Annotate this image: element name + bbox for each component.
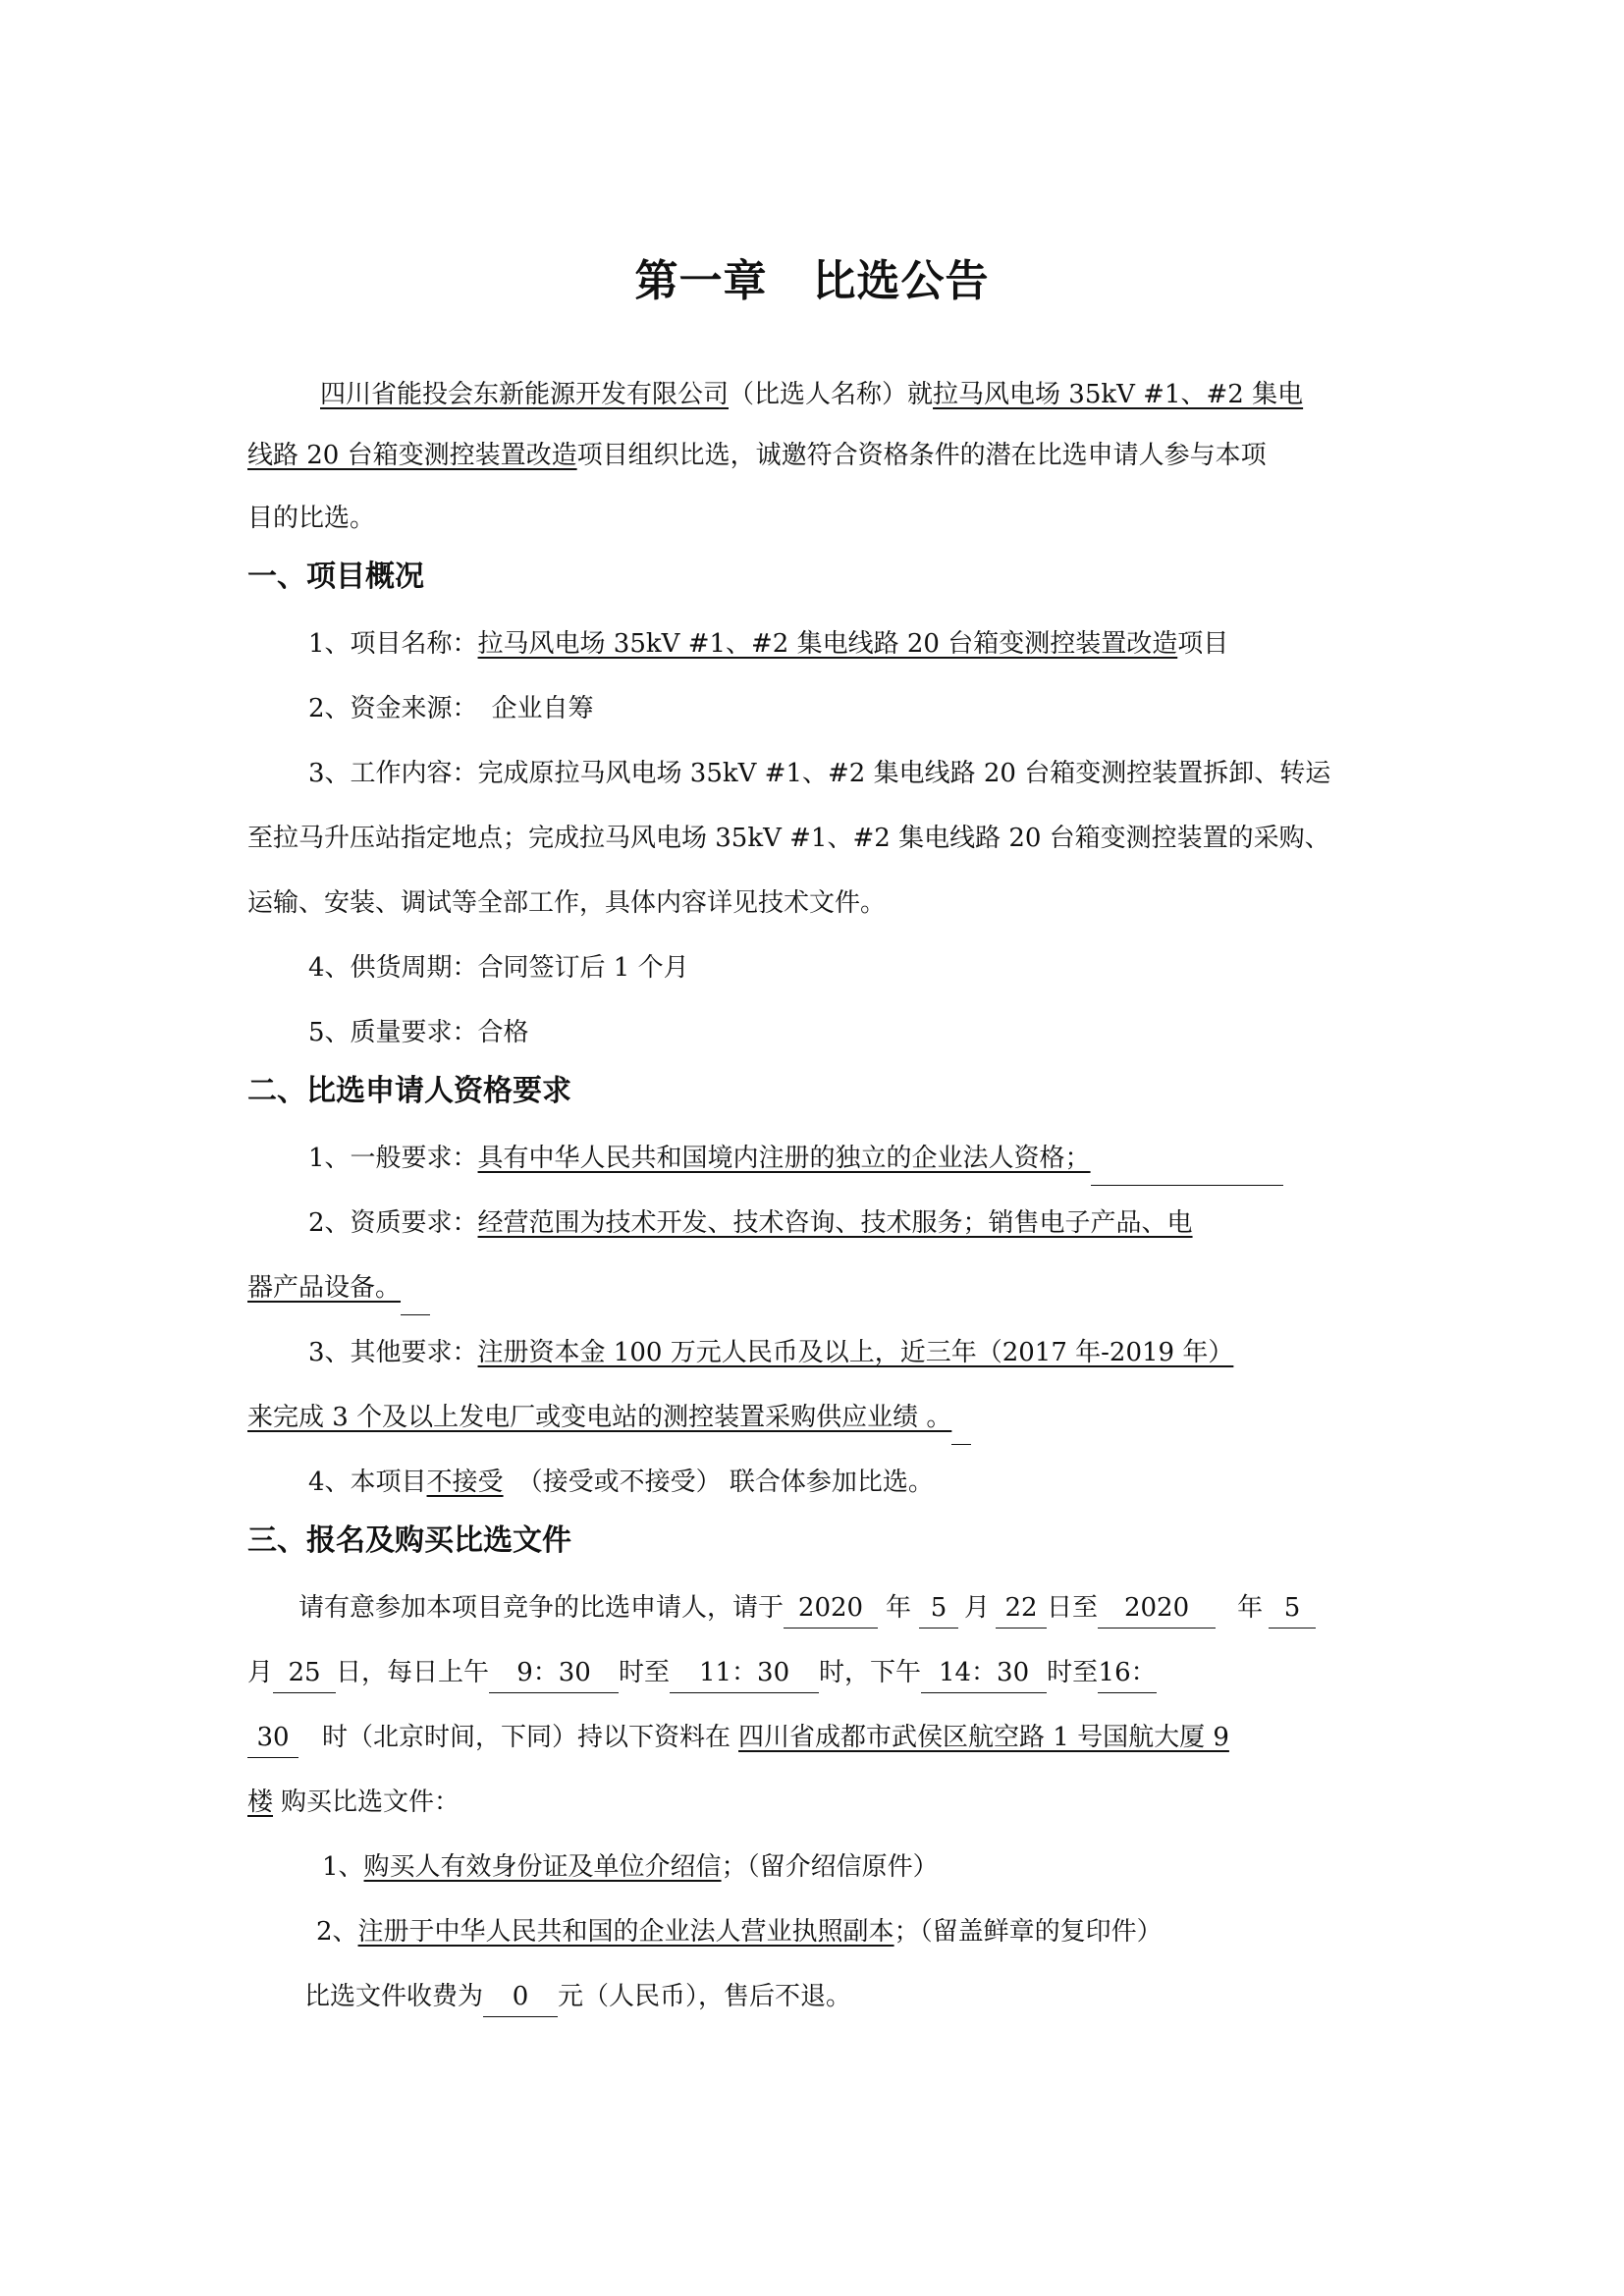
afternoon-end-time-part-1: 16： — [1098, 1653, 1157, 1693]
document-business-license: 注册于中华人民共和国的企业法人营业执照副本 — [357, 1917, 894, 1947]
end-month: 5 — [1269, 1588, 1316, 1629]
registration-line-1: 请有意参加本项目竞争的比选申请人，请于 2020 年 5 月 22 日至 2020 年 5 — [247, 1580, 1386, 1635]
funding-source-value: 企业自筹 — [491, 694, 594, 723]
required-document-2: 2、注册于中华人民共和国的企业法人营业执照副本；（留盖鲜章的复印件） — [316, 1917, 1163, 1947]
end-day: 25 — [273, 1653, 336, 1693]
project-name-part-1: 拉马风电场 35kV #1、#2 集电 — [933, 380, 1304, 409]
chapter-number: 第一章 — [634, 256, 768, 306]
item-funding-source: 2、资金来源： 企业自筹 — [308, 694, 594, 723]
item-work-content-line-1: 3、工作内容：完成原拉马风电场 35kV #1、#2 集电线路 20 台箱变测控装置拆卸、转运 — [308, 759, 1331, 788]
underline-fill — [401, 1275, 430, 1315]
project-name-part-2: 线路 20 台箱变测控装置改造 — [247, 441, 577, 470]
intro-line-3: 目的比选。 — [247, 504, 376, 533]
afternoon-start-time: 14：30 — [921, 1653, 1047, 1693]
section-heading-qualifications: 二、比选申请人资格要求 — [247, 1074, 571, 1108]
registration-line-4: 楼 购买比选文件： — [247, 1788, 460, 1817]
req-qualification-line-2 — [247, 1260, 1386, 1315]
bidder-name: 四川省能投会东新能源开发有限公司 — [320, 380, 730, 409]
section-heading-overview: 一、项目概况 — [247, 560, 424, 594]
req-qualification-line-1: 2、资质要求：经营范围为技术开发、技术咨询、技术服务；销售电子产品、电 — [308, 1208, 1193, 1238]
start-day: 22 — [996, 1588, 1047, 1629]
underline-fill — [951, 1405, 971, 1445]
item-work-content-line-2: 至拉马升压站指定地点；完成拉马风电场 35kV #1、#2 集电线路 20 台箱变测控装置的采购、 — [247, 824, 1330, 853]
project-name-value: 拉马风电场 35kV #1、#2 集电线路 20 台箱变测控装置改造 — [477, 629, 1178, 659]
item-project-name: 1、项目名称：拉马风电场 35kV #1、#2 集电线路 20 台箱变测控装置改造项目 — [308, 629, 1229, 659]
req-general-value: 具有中华人民共和国境内注册的独立的企业法人资格； — [477, 1144, 1091, 1173]
consortium-value: 不接受 — [426, 1468, 504, 1497]
fee-amount: 0 — [483, 1977, 558, 2017]
required-document-1: 1、购买人有效身份证及单位介绍信；（留介绍信原件） — [322, 1852, 939, 1882]
registration-place-part-1: 四川省成都市武侯区航空路 1 号国航大厦 9 — [738, 1723, 1229, 1752]
req-other-line-1: 3、其他要求：注册资本金 100 万元人民币及以上，近三年（2017 年-2019 年） — [308, 1338, 1234, 1367]
item-supply-period: 4、供货周期：合同签订后 1 个月 — [308, 953, 689, 983]
morning-end-time: 11：30 — [670, 1653, 819, 1693]
section-heading-registration: 三、报名及购买比选文件 — [247, 1523, 571, 1558]
registration-line-3: 30 时（北京时间，下同）持以下资料在 四川省成都市武侯区航空路 1 号国航大厦 9 — [247, 1710, 1386, 1765]
req-qualification-value-1: 经营范围为技术开发、技术咨询、技术服务；销售电子产品、电 — [477, 1208, 1193, 1238]
req-consortium: 4、本项目不接受 （接受或不接受） 联合体参加比选。 — [308, 1468, 934, 1497]
req-qualification-value-2: 器产品设备。 — [247, 1273, 402, 1303]
item-work-content-line-3: 运输、安装、调试等全部工作，具体内容详见技术文件。 — [247, 888, 887, 918]
req-other-value-2: 来完成 3 个及以上发电厂或变电站的测控装置采购供应业绩 。 — [247, 1403, 952, 1432]
afternoon-end-time-part-2: 30 — [247, 1718, 298, 1758]
start-year: 2020 — [784, 1588, 878, 1629]
req-other-value-1: 注册资本金 100 万元人民币及以上，近三年（2017 年-2019 年） — [477, 1338, 1234, 1367]
registration-place-part-2: 楼 — [247, 1788, 274, 1817]
end-year: 2020 — [1098, 1588, 1216, 1629]
underline-fill — [1091, 1146, 1283, 1186]
page-title — [0, 245, 1624, 308]
req-general: 1、一般要求：具有中华人民共和国境内注册的独立的企业法人资格； — [247, 1131, 1386, 1186]
intro-text: 项目组织比选，诚邀符合资格条件的潜在比选申请人参与本项 — [576, 441, 1267, 470]
item-quality-requirement: 5、质量要求：合格 — [308, 1018, 529, 1047]
morning-start-time: 9：30 — [489, 1653, 619, 1693]
document-id-and-letter: 购买人有效身份证及单位介绍信 — [363, 1852, 722, 1882]
chapter-name: 比选公告 — [812, 256, 990, 306]
req-other-line-2 — [247, 1390, 1386, 1445]
intro-line-1 — [247, 367, 1386, 422]
start-month: 5 — [919, 1588, 958, 1629]
registration-line-2: 月 25 日，每日上午 9：30 时至 11：30 时，下午 14：30 时至16： — [247, 1645, 1386, 1700]
intro-line-2 — [247, 428, 1386, 483]
bidder-name-note: （比选人名称）就 — [729, 380, 934, 409]
document-fee: 比选文件收费为 0 元（人民币），售后不退。 — [247, 1969, 1386, 2024]
